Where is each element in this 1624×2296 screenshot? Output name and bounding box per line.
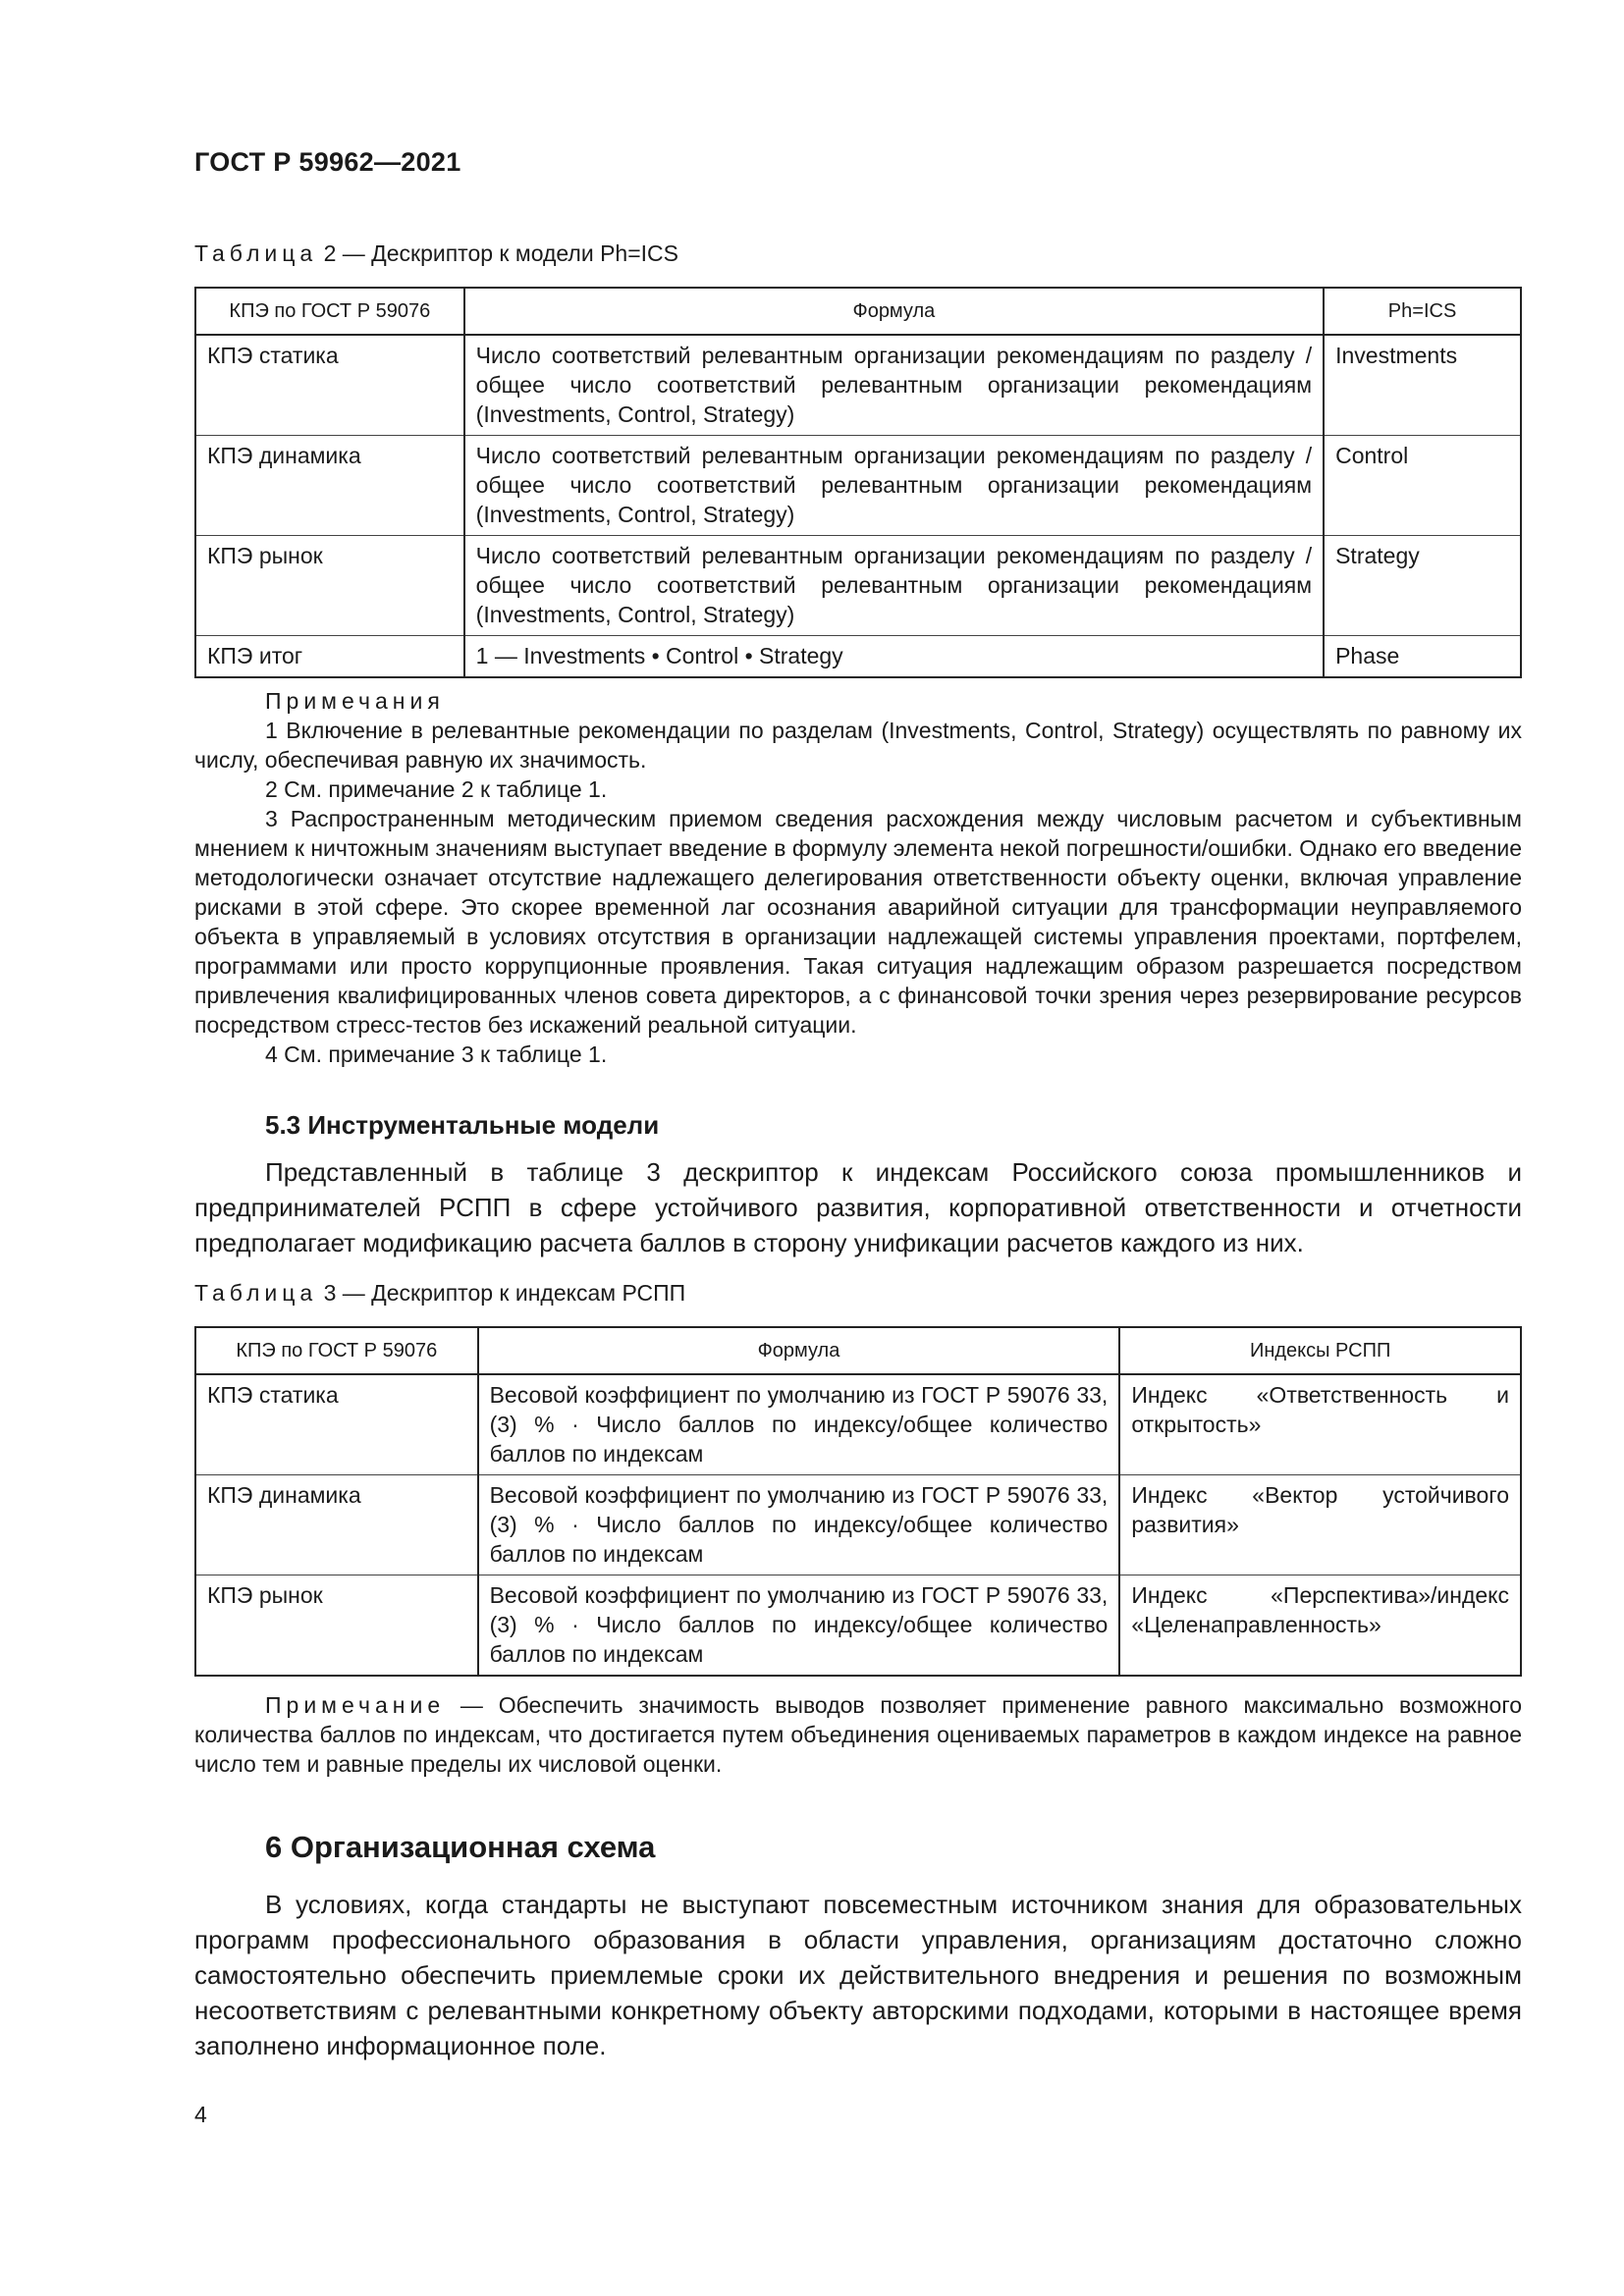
notes-heading: Примечания (265, 688, 445, 714)
note-item: 3 Распространенным методическим приемом сведения расхождения между числовым расчетом и субъективным мнением к ничтожным значениям выступает введение в формулу элемента некой погрешности/ошибки. Однако его введение методологически означает отсутствие надлежащего делегирования ответственности объекту оценки, включая управление рисками в этой сфере. Это скорее временной лаг осознания аварийной ситуации для трансформации неуправляемого объекта в управляемый в условиях отсутствия в организации надлежащей системы управления проектами, портфелем, программами или просто коррупционные проявления. Такая ситуация надлежащим образом разрешается посредством привлечения квалифицированных членов совета директоров, а с финансовой точки зрения через резервирование ресурсов посредством стресс-тестов без искажений реальной ситуации. (194, 806, 1522, 1038)
table-2-caption (194, 240, 1522, 267)
note-heading: Примечание (265, 1692, 446, 1718)
table-header-cell: Индексы РСПП (1119, 1327, 1521, 1374)
table-2-caption-word: Таблица (194, 240, 318, 266)
table-cell-kpi: КПЭ статика (195, 335, 464, 436)
table-cell-kpi: КПЭ динамика (195, 1475, 478, 1575)
table-row (195, 1475, 1521, 1575)
table-cell-kpi: КПЭ рынок (195, 536, 464, 636)
table-header-cell: Формула (464, 288, 1324, 335)
table-3-caption-text: 3 — Дескриптор к индексам РСПП (317, 1280, 686, 1306)
table-cell-formula: Весовой коэффициент по умолчанию из ГОСТ Р 59076 33,(3) % · Число баллов по индексу/общее количество баллов по индексам (478, 1374, 1120, 1475)
table-header-row (195, 288, 1521, 335)
table-cell-value: Phase (1324, 636, 1521, 678)
table-row (195, 1374, 1521, 1475)
table-header-cell: Формула (478, 1327, 1120, 1374)
table-cell-value: Investments (1324, 335, 1521, 436)
table-cell-index: Индекс «Вектор устойчивого развития» (1119, 1475, 1521, 1575)
note-item: 2 См. примечание 2 к таблице 1. (265, 776, 608, 802)
document-page (194, 147, 1522, 2063)
section-5-3-paragraph: Представленный в таблице 3 дескриптор к индексам Российского союза промышленников и предпринимателей РСПП в сфере устойчивого развития, корпоративной ответственности и отчетности предполагает модификацию расчета баллов в сторону унификации расчетов каждого из них. (194, 1157, 1522, 1257)
note-item: 4 См. примечание 3 к таблице 1. (265, 1041, 608, 1067)
page-number: 4 (194, 2102, 207, 2127)
table-2-notes (194, 686, 1522, 1069)
table-header-cell: Ph=ICS (1324, 288, 1521, 335)
table-cell-kpi: КПЭ статика (195, 1374, 478, 1475)
table-cell-index: Индекс «Перспектива»/индекс «Целенаправленность» (1119, 1575, 1521, 1677)
table-cell-value: Control (1324, 436, 1521, 536)
table-3-note (194, 1690, 1522, 1779)
table-cell-formula: 1 — Investments • Control • Strategy (464, 636, 1324, 678)
section-6-paragraph: В условиях, когда стандарты не выступают повсеместным источником знания для образовательных программ профессионального образования в области управления, организациям достаточно сложно самостоятельно обеспечить приемлемые сроки их действительного внедрения и решения по возможным несоответствиям с релевантными конкретному объекту авторскими подходами, которыми в настоящее время заполнено информационное поле. (194, 1890, 1522, 2060)
table-cell-index: Индекс «Ответственность и открытость» (1119, 1374, 1521, 1475)
note-item: 1 Включение в релевантные рекомендации по разделам (Investments, Control, Strategy) осуществлять по равному их числу, обеспечивая равную их значимость. (194, 718, 1522, 773)
table-cell-value: Strategy (1324, 536, 1521, 636)
table-row (195, 536, 1521, 636)
table-header-cell: КПЭ по ГОСТ Р 59076 (195, 288, 464, 335)
table-row (195, 636, 1521, 678)
table-cell-formula: Число соответствий релевантным организации рекомендациям по разделу / общее число соответствий релевантным организации рекомендациям (Investments, Control, Strategy) (464, 335, 1324, 436)
section-5-3-heading: 5.3 Инструментальные модели (265, 1110, 660, 1140)
table-cell-formula: Число соответствий релевантным организации рекомендациям по разделу / общее число соответствий релевантным организации рекомендациям (Investments, Control, Strategy) (464, 536, 1324, 636)
note-item (194, 1690, 1522, 1779)
table-3-caption (194, 1280, 1522, 1307)
note-text: — Обеспечить значимость выводов позволяет применение равного максимально возможного количества баллов по индексам, что достигается путем объединения оцениваемых параметров в каждом индексе на равное число тем и равные пределы их числовой оценки. (194, 1692, 1522, 1777)
table-2 (194, 287, 1522, 678)
section-6-heading: 6 Организационная схема (265, 1830, 656, 1864)
table-cell-formula: Весовой коэффициент по умолчанию из ГОСТ Р 59076 33, (3) % · Число баллов по индексу/общее количество баллов по индексам (478, 1575, 1120, 1677)
table-cell-kpi: КПЭ рынок (195, 1575, 478, 1677)
table-header-row (195, 1327, 1521, 1374)
table-cell-formula: Число соответствий релевантным организации рекомендациям по разделу / общее число соответствий релевантным организации рекомендациям (Investments, Control, Strategy) (464, 436, 1324, 536)
table-header-cell: КПЭ по ГОСТ Р 59076 (195, 1327, 478, 1374)
table-row (195, 436, 1521, 536)
table-row (195, 335, 1521, 436)
table-row (195, 1575, 1521, 1677)
document-id: ГОСТ Р 59962—2021 (194, 147, 461, 177)
table-3 (194, 1326, 1522, 1677)
table-2-caption-text: 2 — Дескриптор к модели Ph=ICS (317, 240, 678, 266)
table-cell-formula: Весовой коэффициент по умолчанию из ГОСТ Р 59076 33,(3) % · Число баллов по индексу/общее количество баллов по индексам (478, 1475, 1120, 1575)
table-cell-kpi: КПЭ итог (195, 636, 464, 678)
table-3-caption-word: Таблица (194, 1280, 318, 1306)
table-cell-kpi: КПЭ динамика (195, 436, 464, 536)
